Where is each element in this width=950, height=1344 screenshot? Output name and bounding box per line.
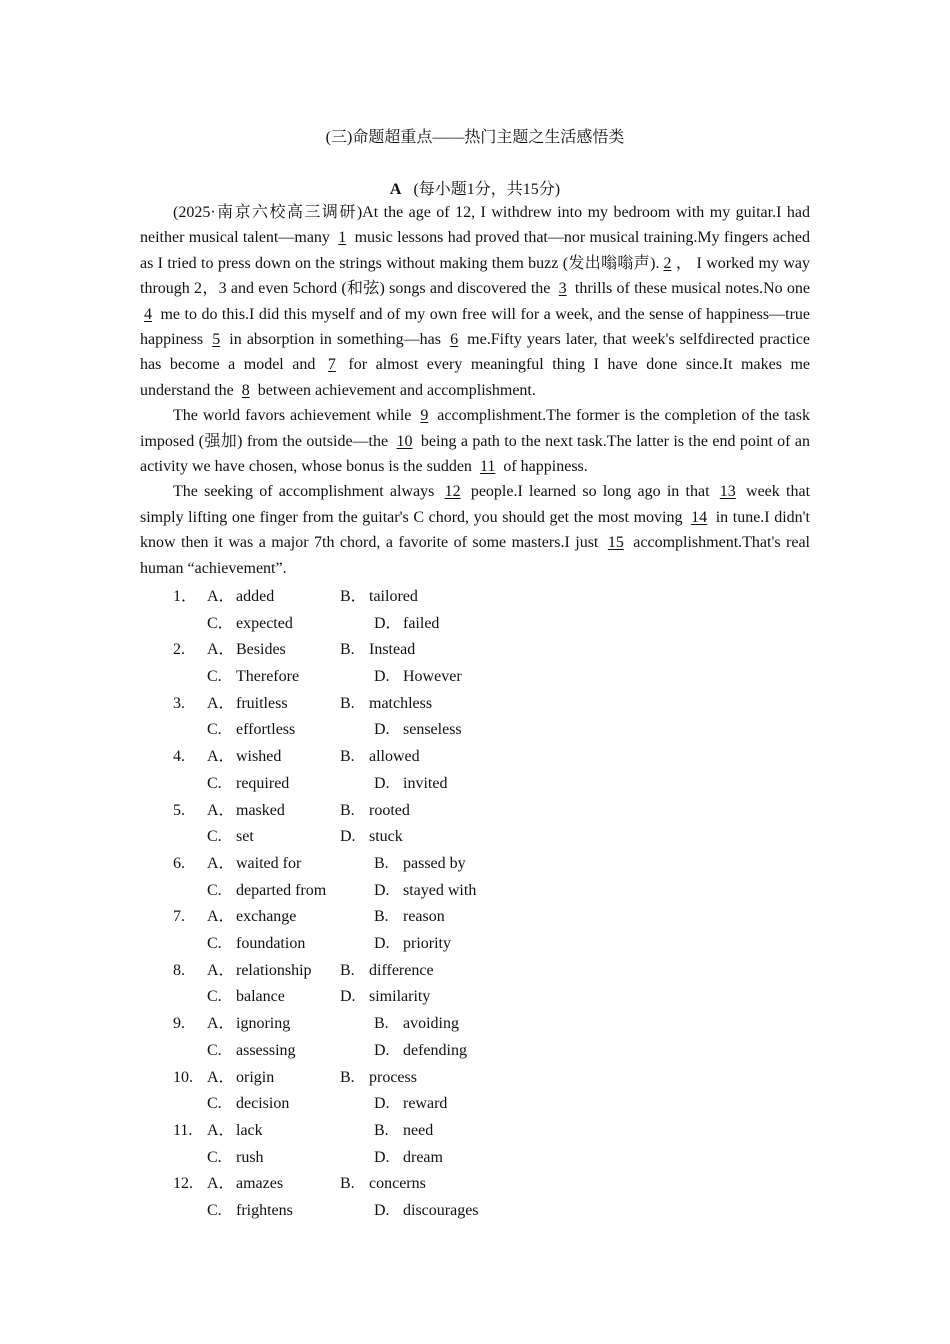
option-text: invited — [403, 774, 448, 792]
option-letter: B. — [340, 961, 355, 979]
blank-number: 15 — [607, 534, 624, 552]
option-b[interactable] — [340, 1171, 426, 1198]
option-letter: D. — [374, 1041, 390, 1059]
option-text: origin — [236, 1068, 275, 1086]
option-letter: C. — [207, 1095, 222, 1113]
option-text: added — [236, 588, 275, 605]
option-c[interactable] — [207, 771, 289, 798]
option-text: expected — [236, 614, 293, 632]
blank-number: 3 — [558, 280, 567, 298]
question-number: 4. — [173, 748, 185, 766]
option-a[interactable] — [207, 958, 312, 985]
option-d[interactable] — [374, 664, 462, 691]
option-text: concerns — [369, 1175, 426, 1193]
option-letter: B． — [340, 588, 367, 605]
option-a[interactable] — [207, 851, 301, 878]
option-letter: A． — [207, 1068, 235, 1086]
question-item — [140, 1171, 810, 1224]
option-text: matchless — [369, 694, 433, 712]
option-text: reward — [403, 1095, 448, 1113]
passage-text: accomplishment.That's real human “achievement”. — [140, 534, 811, 577]
option-text: priority — [403, 935, 451, 953]
option-a[interactable] — [207, 1065, 274, 1092]
blank-number: 8 — [241, 381, 250, 399]
question-item — [140, 691, 810, 744]
option-letter: C. — [207, 668, 222, 686]
option-text: failed — [403, 614, 440, 632]
option-text: dream — [403, 1148, 443, 1166]
option-c[interactable] — [207, 1038, 296, 1065]
option-text: tailored — [369, 588, 418, 605]
option-text: senseless — [403, 721, 462, 739]
option-b[interactable] — [374, 851, 466, 878]
option-c[interactable] — [207, 824, 254, 851]
option-letter: A． — [207, 854, 235, 872]
passage-text: people.I learned so long ago in that — [464, 483, 716, 501]
option-letter: D. — [374, 668, 390, 686]
option-c[interactable] — [207, 1091, 289, 1118]
option-text: foundation — [236, 935, 306, 953]
option-text: exchange — [236, 908, 297, 926]
option-text: departed from — [236, 881, 327, 899]
blank-number: 4 — [144, 305, 152, 323]
option-letter: D． — [374, 614, 402, 632]
option-text: process — [369, 1068, 417, 1086]
option-letter: B. — [374, 1121, 389, 1139]
option-letter: A． — [207, 1121, 235, 1139]
option-letter: D. — [374, 881, 390, 899]
option-letter: C. — [207, 774, 222, 792]
option-text: decision — [236, 1095, 290, 1113]
option-letter: A． — [207, 961, 235, 979]
passage-paragraph — [140, 403, 810, 479]
option-d[interactable] — [374, 717, 462, 744]
section-note: (每小题1分，共15分) — [413, 181, 561, 198]
page-title: (三)命题超重点——热门主题之生活感悟类 — [325, 129, 625, 146]
option-b[interactable] — [374, 1118, 433, 1145]
question-item — [140, 798, 810, 851]
option-letter: D. — [340, 828, 356, 846]
option-d[interactable] — [340, 824, 403, 851]
blank-number: 11 — [479, 458, 496, 476]
option-text: Besides — [236, 641, 286, 659]
passage-text: for almost every meaningful thing I have done since.It makes me understand the — [140, 356, 810, 399]
option-a[interactable] — [207, 1171, 283, 1198]
option-letter: B. — [340, 1175, 355, 1193]
option-text: However — [403, 668, 462, 686]
option-c[interactable] — [207, 878, 326, 905]
option-text: difference — [369, 961, 434, 979]
passage-text: in tune.I didn't know then it was a major 7th chord, a favorite of some masters.I just — [140, 508, 810, 552]
option-text: Therefore — [236, 668, 300, 686]
option-d[interactable] — [374, 771, 447, 798]
option-text: masked — [236, 801, 285, 819]
option-d[interactable] — [374, 1145, 443, 1172]
option-c[interactable] — [207, 611, 293, 638]
option-text: fruitless — [236, 694, 288, 712]
option-letter: C. — [207, 1201, 222, 1219]
option-letter: D. — [374, 1201, 390, 1219]
question-number: 12. — [173, 1175, 193, 1193]
question-item — [140, 1065, 810, 1118]
option-text: rooted — [369, 801, 410, 819]
option-letter: A． — [207, 908, 235, 926]
option-text: assessing — [236, 1041, 296, 1059]
option-a[interactable] — [207, 637, 286, 664]
option-letter: A． — [207, 1015, 235, 1033]
option-letter: C. — [207, 828, 222, 846]
passage-text: week that simply lifting one finger from the guitar's C chord, you should get the most moving — [140, 483, 811, 526]
option-letter: D. — [340, 988, 356, 1006]
option-b[interactable] — [340, 744, 420, 771]
option-letter: D. — [374, 935, 390, 953]
passage-text: in absorption in something—has — [224, 331, 447, 349]
question-number: 11. — [173, 1121, 193, 1139]
option-letter: B. — [340, 641, 355, 659]
passage-text: being a path to the next task.The latter is the end point of an activity we have chosen, whose bonus is the sudden — [140, 432, 810, 476]
option-a[interactable] — [207, 1118, 263, 1145]
option-letter: A． — [207, 1175, 235, 1193]
blank-number: 2 — [663, 254, 672, 272]
option-a[interactable] — [207, 744, 281, 771]
option-text: balance — [236, 988, 285, 1006]
option-c[interactable] — [207, 1198, 293, 1225]
option-a[interactable] — [207, 1011, 290, 1038]
question-number: 9. — [173, 1015, 185, 1033]
option-text: Instead — [369, 641, 416, 659]
option-letter: D. — [374, 1095, 390, 1113]
option-text: stayed with — [403, 881, 477, 899]
option-c[interactable] — [207, 931, 305, 958]
option-b[interactable] — [340, 584, 418, 611]
option-letter: D. — [374, 721, 390, 739]
blank-number: 12 — [444, 483, 461, 501]
option-d[interactable] — [374, 1198, 479, 1225]
option-b[interactable] — [340, 637, 415, 664]
option-letter: B. — [340, 694, 355, 712]
option-text: similarity — [369, 988, 431, 1006]
option-text: ignoring — [236, 1015, 291, 1033]
option-letter: D. — [374, 1148, 390, 1166]
option-letter: A． — [207, 801, 235, 819]
option-text: passed by — [403, 854, 466, 872]
option-a[interactable] — [207, 904, 296, 931]
option-text: effortless — [236, 721, 296, 739]
option-letter: C. — [207, 988, 222, 1006]
blank-number: 10 — [396, 432, 413, 450]
option-text: allowed — [369, 748, 420, 766]
question-number: 7. — [173, 908, 185, 926]
option-d[interactable] — [374, 1038, 467, 1065]
question-item — [140, 744, 810, 797]
option-text: required — [236, 774, 290, 792]
option-d[interactable] — [374, 1091, 447, 1118]
option-text: discourages — [403, 1201, 479, 1219]
passage-text: thrills of these musical notes.No one — [570, 280, 811, 298]
question-number: 5. — [173, 801, 185, 819]
passage-text: The seeking of accomplishment always — [173, 483, 441, 501]
option-letter: D. — [374, 774, 390, 792]
section-letter: A — [389, 181, 402, 198]
option-b[interactable] — [374, 1011, 459, 1038]
option-text: reason — [403, 908, 445, 926]
option-text: rush — [236, 1148, 264, 1166]
option-letter: C. — [207, 721, 222, 739]
option-letter: B. — [374, 854, 389, 872]
option-text: need — [403, 1121, 434, 1139]
passage-text: me.Fifty years later, that week's selfdirected practice has become a model and — [140, 331, 811, 374]
question-number: 2. — [173, 641, 185, 659]
option-b[interactable] — [340, 691, 432, 718]
option-letter: C. — [207, 1041, 222, 1059]
option-letter: B. — [374, 908, 389, 926]
blank-number: 5 — [212, 331, 221, 349]
passage-text: ， I worked my way through 2，3 and even 5chord (和弦) songs and discovered the — [140, 254, 810, 298]
option-text: stuck — [369, 828, 403, 846]
blank-number: 7 — [327, 356, 336, 374]
option-d[interactable] — [340, 984, 430, 1011]
blank-number: 14 — [691, 508, 708, 526]
passage-paragraph — [140, 479, 810, 581]
question-number: 6. — [173, 854, 185, 872]
blank-number: 13 — [719, 483, 736, 501]
option-a[interactable] — [207, 798, 285, 825]
passage-text: accomplishment.The former is the completion of the task imposed (强加) from the outside—the — [140, 407, 810, 450]
option-text: wished — [236, 748, 282, 766]
question-item — [140, 637, 810, 690]
passage-text: (2025·南京六校高三调研)At the age of 12, I withdrew into my bedroom with my guitar.I had neither musical talent—many — [140, 204, 810, 247]
option-letter: B. — [340, 748, 355, 766]
option-text: set — [236, 828, 254, 846]
option-a[interactable] — [207, 691, 288, 718]
option-b[interactable] — [340, 1065, 417, 1092]
option-b[interactable] — [340, 958, 434, 985]
option-b[interactable] — [374, 904, 445, 931]
option-letter: A． — [207, 588, 235, 605]
option-text: defending — [403, 1041, 467, 1059]
question-item — [140, 958, 810, 1011]
question-item — [140, 584, 810, 637]
section-heading — [140, 176, 810, 199]
question-list — [140, 584, 810, 1225]
option-letter: B. — [374, 1015, 389, 1033]
option-a[interactable] — [207, 584, 274, 611]
option-letter: A． — [207, 748, 235, 766]
question-number: 8. — [173, 961, 185, 979]
passage — [140, 200, 810, 581]
passage-text: me to do this.I did this myself and of my own free will for a week, and the sense of happiness—true happiness — [140, 305, 810, 349]
question-item — [140, 904, 810, 957]
option-letter: C. — [207, 881, 222, 899]
option-letter: A． — [207, 641, 235, 659]
option-d[interactable] — [374, 611, 439, 638]
question-item — [140, 1011, 810, 1064]
option-d[interactable] — [374, 931, 451, 958]
option-letter: B. — [340, 801, 355, 819]
question-number: 10. — [173, 1068, 193, 1086]
option-letter: C. — [207, 935, 222, 953]
option-b[interactable] — [340, 798, 410, 825]
option-c[interactable] — [207, 664, 299, 691]
option-letter: A． — [207, 694, 235, 712]
option-text: lack — [236, 1121, 263, 1139]
option-c[interactable] — [207, 1145, 264, 1172]
option-c[interactable] — [207, 717, 295, 744]
question-item — [140, 1118, 810, 1171]
question-number: 3. — [173, 694, 185, 712]
blank-number: 1 — [338, 229, 347, 247]
option-c[interactable] — [207, 984, 285, 1011]
option-letter: C． — [207, 614, 234, 632]
passage-text: The world favors achievement while — [173, 407, 417, 425]
question-number: 1． — [173, 588, 198, 605]
blank-number: 9 — [420, 407, 429, 425]
question-item — [140, 851, 810, 904]
passage-text: music lessons had proved that—nor musical training.My fingers ached as I tried to press down on the strings without making them buzz (发出嗡嗡声). — [140, 229, 810, 272]
option-text: avoiding — [403, 1015, 459, 1033]
option-letter: B. — [340, 1068, 355, 1086]
blank-number: 6 — [450, 331, 459, 349]
option-letter: C. — [207, 1148, 222, 1166]
passage-paragraph — [140, 200, 810, 403]
passage-text: of happiness. — [499, 458, 588, 476]
option-text: amazes — [236, 1175, 284, 1193]
option-d[interactable] — [374, 878, 476, 905]
option-text: relationship — [236, 961, 312, 979]
option-text: waited for — [236, 854, 302, 872]
option-text: frightens — [236, 1201, 293, 1219]
passage-text: between achievement and accomplishment. — [253, 381, 536, 399]
